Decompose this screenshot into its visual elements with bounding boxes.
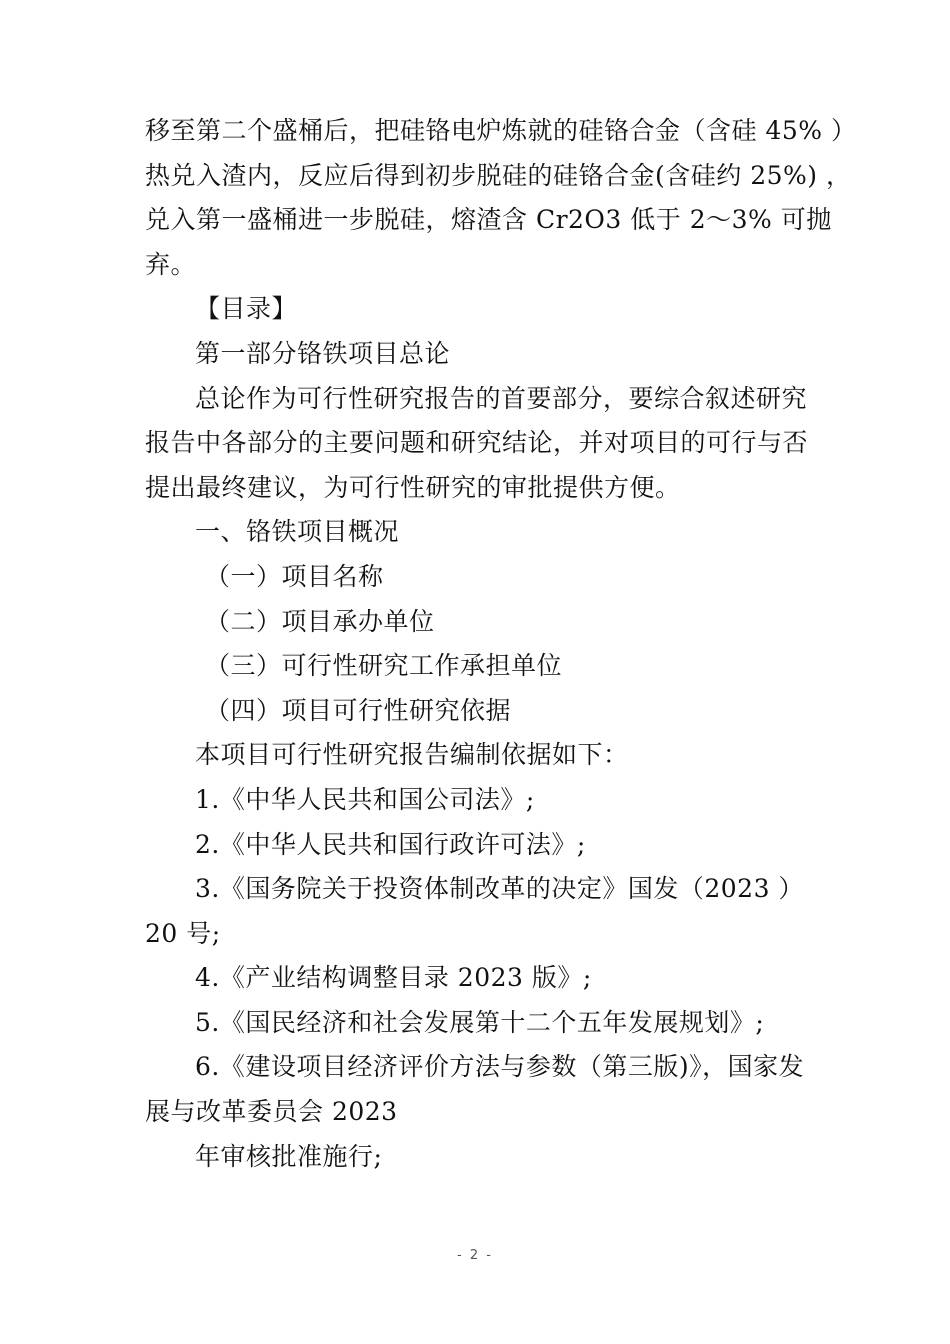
list-item-continuation: 年审核批准施行; bbox=[195, 1142, 383, 1171]
list-item: （三）可行性研究工作承担单位 bbox=[205, 651, 563, 680]
paragraph-line: 报告中各部分的主要问题和研究结论，并对项目的可行与否 bbox=[145, 428, 809, 457]
list-item: 1.《中华人民共和国公司法》; bbox=[195, 785, 535, 814]
paragraph-line: 兑入第一盛桶进一步脱硅，熔渣含 Cr2O3 低于 2～3% 可抛 bbox=[145, 205, 832, 234]
list-item: 4.《产业结构调整目录 2023 版》; bbox=[195, 963, 592, 992]
list-item: （四）项目可行性研究依据 bbox=[205, 696, 512, 725]
subsection-heading: 一、铬铁项目概况 bbox=[195, 517, 400, 546]
list-item-continuation: 20 号; bbox=[145, 919, 221, 948]
paragraph-line: 弃。 bbox=[145, 250, 197, 279]
list-item: （二）项目承办单位 bbox=[205, 607, 435, 636]
page-number: - 2 - bbox=[457, 1248, 493, 1263]
list-item: 3.《国务院关于投资体制改革的决定》国发（2023 ） bbox=[195, 874, 804, 903]
list-item-continuation: 展与改革委员会 2023 bbox=[145, 1097, 398, 1126]
list-item: 5.《国民经济和社会发展第十二个五年发展规划》; bbox=[195, 1008, 765, 1037]
list-item: 2.《中华人民共和国行政许可法》; bbox=[195, 830, 586, 859]
list-item: 6.《建设项目经济评价方法与参数（第三版)》，国家发 bbox=[195, 1052, 805, 1081]
paragraph-line: 本项目可行性研究报告编制依据如下： bbox=[195, 740, 629, 769]
paragraph-line: 提出最终建议，为可行性研究的审批提供方便。 bbox=[145, 473, 681, 502]
paragraph-line: 热兑入渣内，反应后得到初步脱硅的硅铬合金(含硅约 25%) ， bbox=[145, 161, 852, 190]
paragraph-line: 移至第二个盛桶后，把硅铬电炉炼就的硅铬合金（含硅 45% ） bbox=[145, 116, 857, 145]
list-item: （一）项目名称 bbox=[205, 562, 384, 591]
paragraph-line: 总论作为可行性研究报告的首要部分，要综合叙述研究 bbox=[195, 384, 808, 413]
toc-heading: 【目录】 bbox=[195, 294, 298, 323]
section-heading: 第一部分铬铁项目总论 bbox=[195, 339, 451, 368]
